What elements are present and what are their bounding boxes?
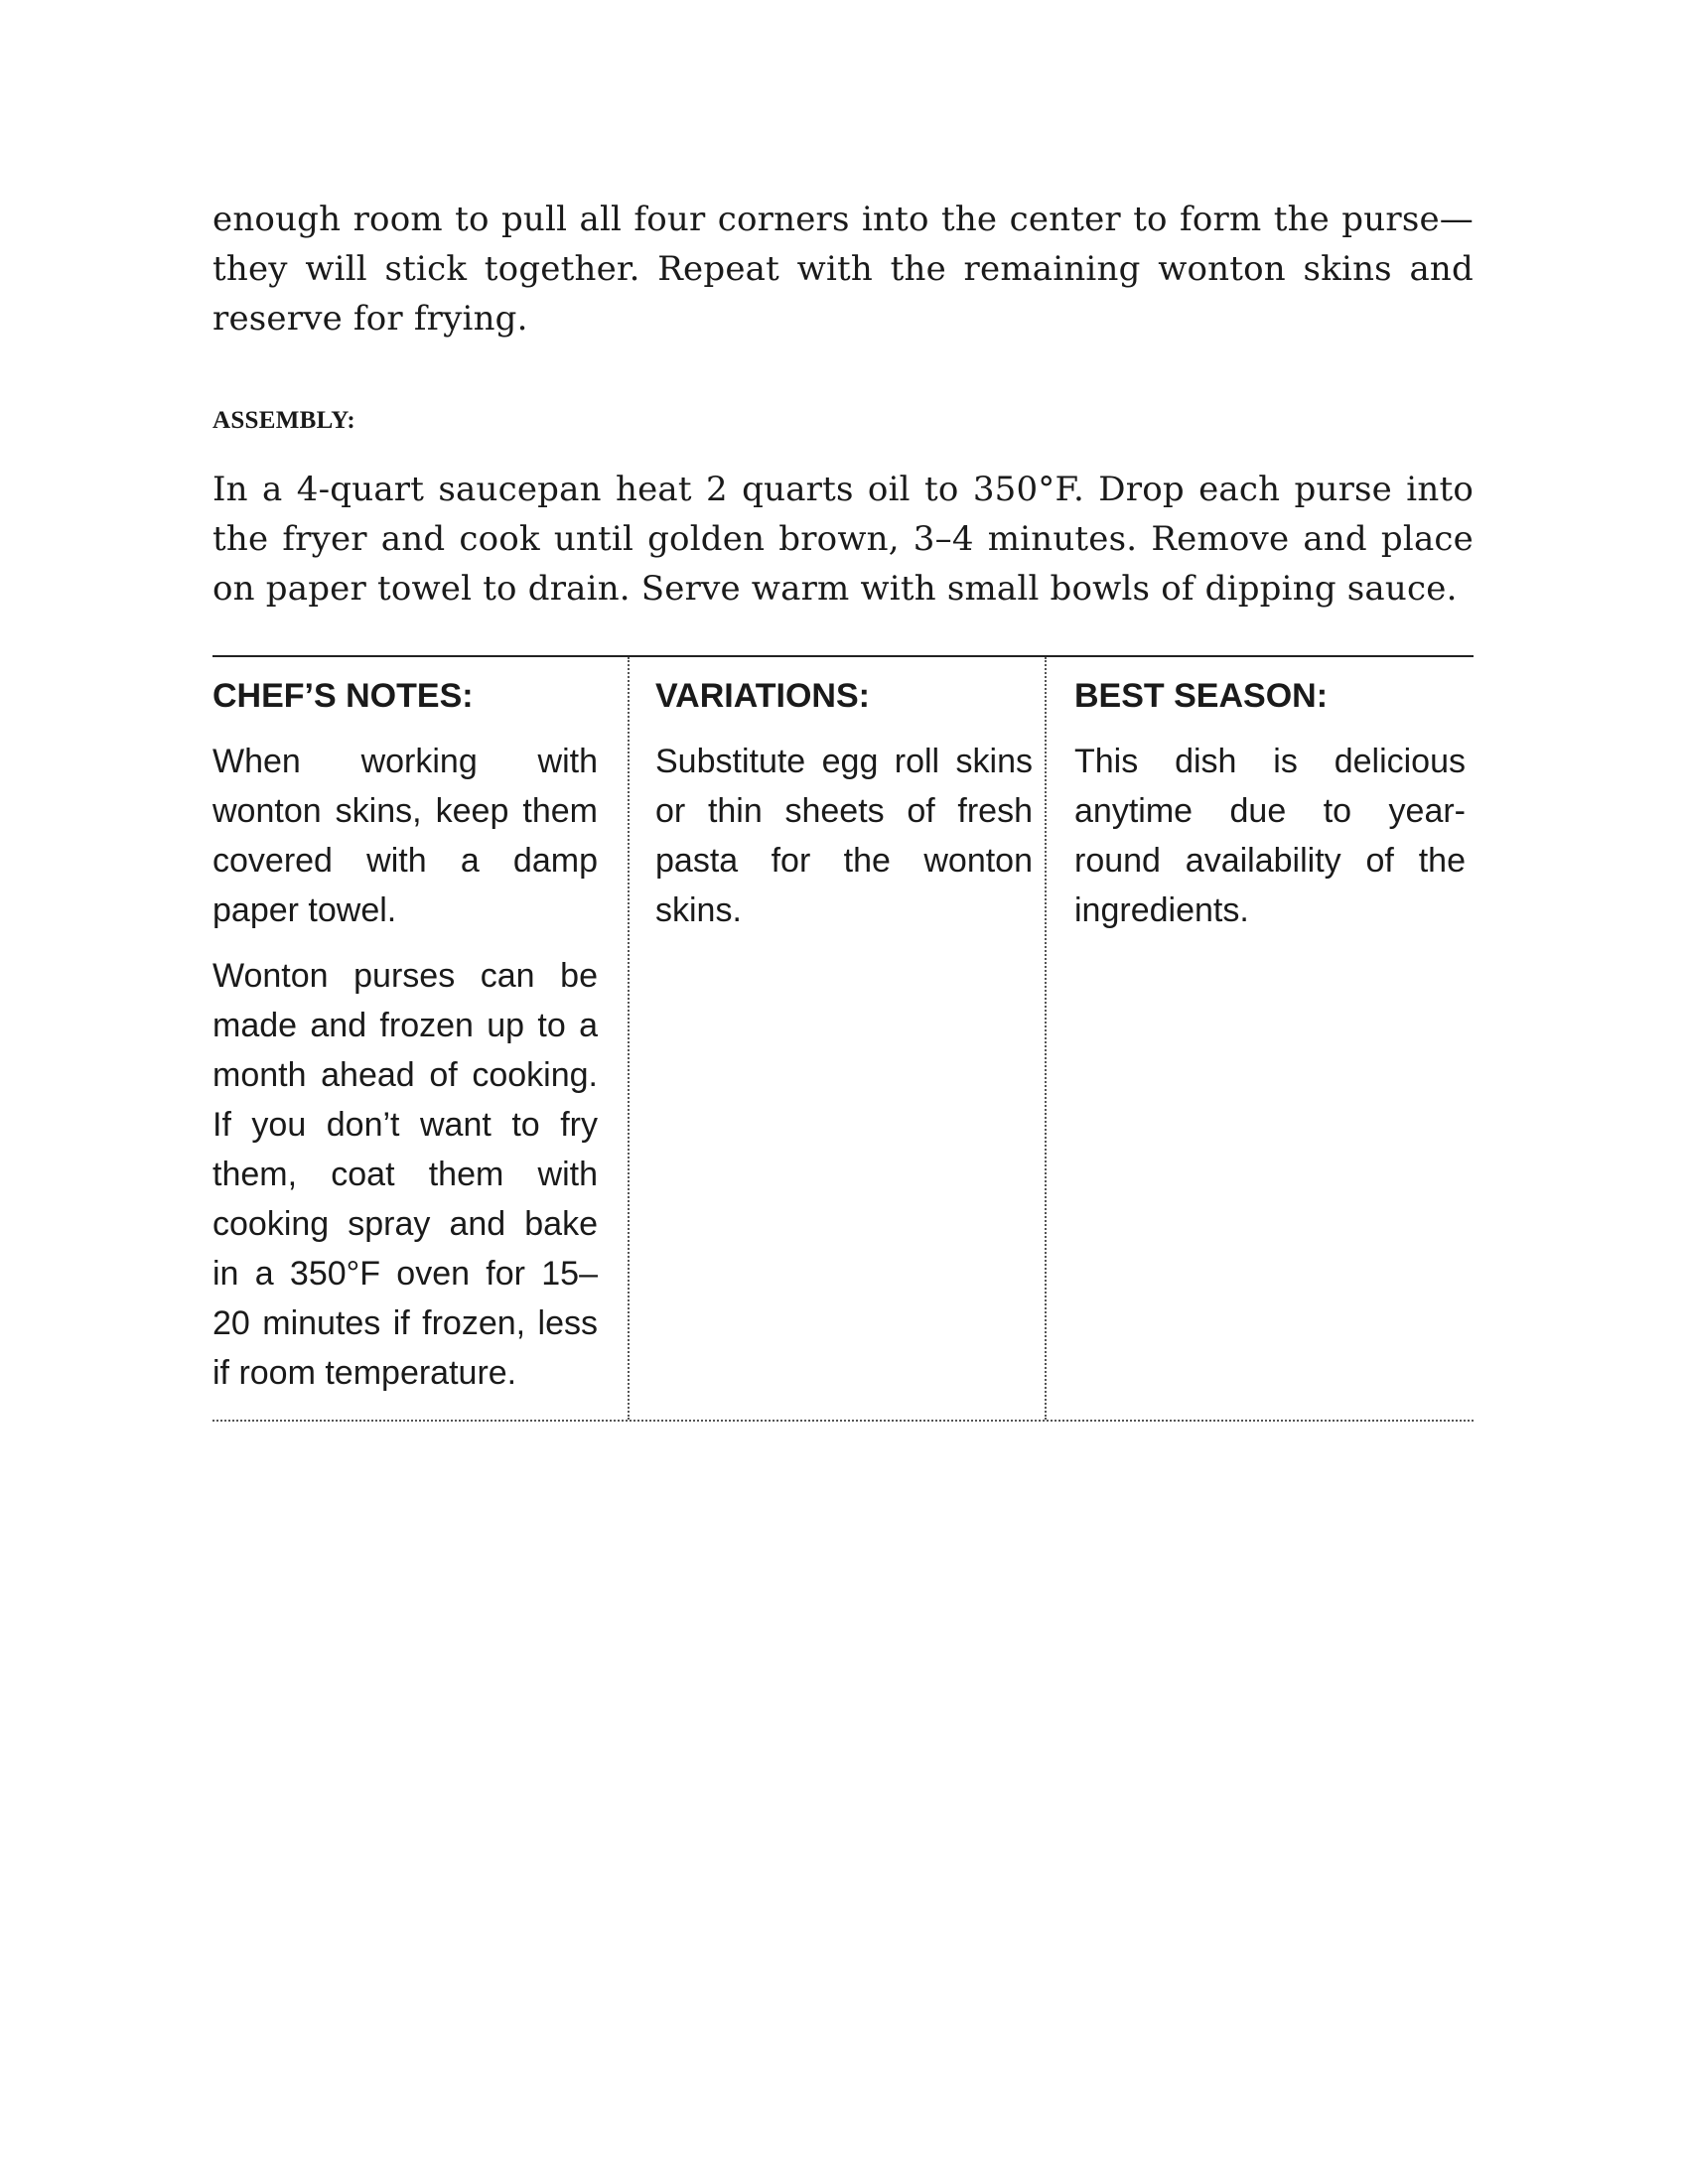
best-season-column (1047, 657, 1474, 1420)
assembly-heading: ASSEMBLY: (212, 407, 355, 434)
recipe-page (212, 195, 1474, 1422)
chefs-notes-paragraph: Wonton purses can be made and frozen up to a month ahead of cooking. If you don’t want to fry them, coat them with cooking spray and bake in a 350°F oven for 15–20 minutes if frozen, less if room temperature. (212, 957, 598, 1392)
variations-column (630, 657, 1047, 1420)
notes-table (212, 655, 1474, 1422)
chefs-notes-heading: CHEF’S NOTES: (212, 677, 474, 715)
variations-paragraph: Substitute egg roll skins or thin sheets of fresh pasta for the wonton skins. (655, 743, 1033, 929)
intro-paragraph: enough room to pull all four corners into the center to form the purse—they will stick together. Repeat with the remaining wonton skins and reserve for frying. (212, 200, 1474, 339)
best-season-paragraph: This dish is delicious anytime due to year-round availability of the ingredients. (1074, 743, 1466, 929)
chefs-notes-paragraph: When working with wonton skins, keep them covered with a damp paper towel. (212, 743, 598, 929)
variations-heading: VARIATIONS: (655, 677, 870, 715)
chefs-notes-column (212, 657, 630, 1420)
best-season-heading: BEST SEASON: (1074, 677, 1329, 715)
assembly-paragraph: In a 4-quart saucepan heat 2 quarts oil to 350°F. Drop each purse into the fryer and cook until golden brown, 3–4 minutes. Remove and place on paper towel to drain. Serve warm with small bowls of dipping sauce. (212, 470, 1474, 609)
